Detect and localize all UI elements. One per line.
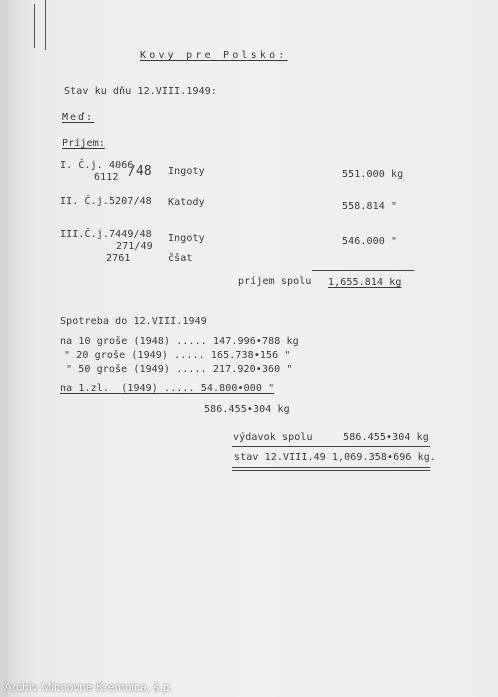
consumption-row: " 20 groše (1949) ..... 165.738•156 " — [64, 350, 291, 361]
receipt-ref-third-line: 2761 — [106, 253, 131, 264]
date-line: Stav ku dňu 12.VIII.1949: — [64, 86, 218, 97]
section-heading: Meď: — [62, 112, 95, 123]
receipt-ref: I. Č.j. 4066 — [60, 160, 134, 171]
prijem-heading: Príjem: — [62, 138, 105, 149]
spotreba-heading: Spotreba do 12.VIII.1949 — [60, 316, 207, 327]
document-page — [8, 0, 498, 697]
binder-mark — [34, 4, 35, 48]
prijem-spolu-label: príjem spolu — [238, 276, 312, 287]
vydavok-line: výdavok spolu 586.455•304 kg — [233, 432, 429, 443]
binder-mark — [45, 0, 46, 50]
double-rule-top — [232, 467, 430, 468]
stav-line: stav 12.VIII.49 1,069.358•696 kg. — [234, 452, 436, 463]
receipt-type: Katody — [168, 197, 205, 208]
receipt-ref: III.Č.j.7449/48 — [60, 229, 152, 240]
receipt-amount: 546.000 " — [342, 236, 398, 247]
consumption-row: " 50 groše (1949) ..... 217.920•360 " — [66, 364, 293, 375]
archive-watermark: Archív Mincovne Kremnica, š.p. — [4, 680, 173, 694]
receipt-type: Ingoty — [168, 233, 205, 244]
receipt-ref-second-line: 271/49 — [116, 241, 153, 252]
document-title: Kovy pre Polsko: — [140, 50, 288, 61]
receipt-type: Ingoty — [168, 166, 205, 177]
receipt-amount: 551.000 kg — [342, 169, 404, 180]
consumption-total: 586.455•304 kg — [204, 404, 290, 415]
receipt-amount: 558.814 " — [342, 201, 398, 212]
receipt-ref-suffix: /48 — [128, 164, 152, 179]
consumption-row: na 1.zl. (1949) ..... 54.800•000 " — [60, 383, 275, 394]
receipt-ref: II. Č.j.5207/48 — [60, 196, 152, 207]
prijem-spolu-value: 1,655.814 kg — [328, 277, 402, 288]
receipt-ref-second-line: 6112 — [94, 172, 119, 183]
receipt-type-second-line: čšat — [168, 253, 193, 264]
consumption-row: na 10 groše (1948) ..... 147.996•788 kg — [60, 336, 299, 347]
double-rule-bottom — [232, 470, 430, 471]
sum-rule — [312, 270, 414, 271]
vydavok-rule — [232, 446, 430, 447]
